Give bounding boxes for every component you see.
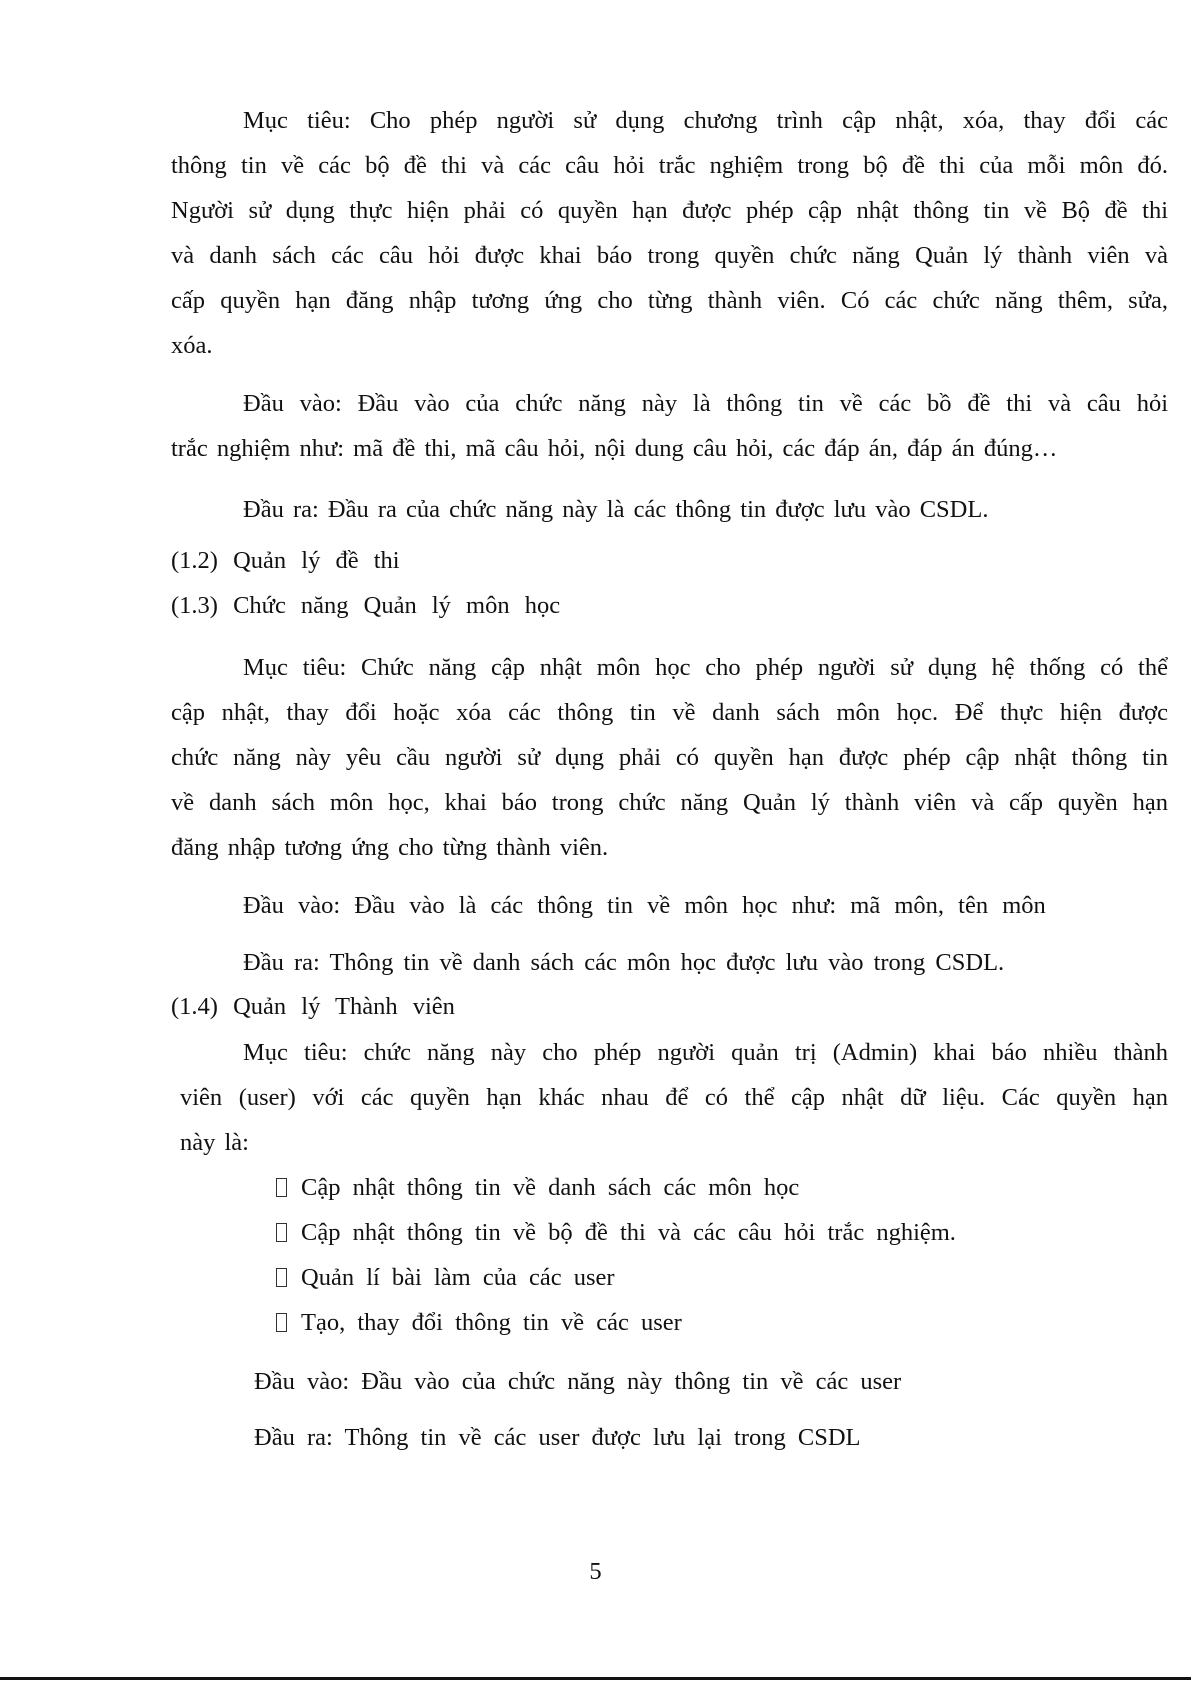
input-paragraph-exam-sets — [171, 381, 1168, 471]
input-line-members: Đầu vào: Đầu vào của chức năng này thông tin về các user — [254, 1368, 902, 1395]
paragraph-line: Đầu vào: Đầu vào của chức năng này là thông tin về các bồ đề thi và câu hỏi — [243, 390, 1168, 417]
list-item-text: Cập nhật thông tin về bộ đề thi và các câu hỏi trắc nghiệm. — [301, 1219, 956, 1246]
output-line-members: Đầu ra: Thông tin về các user được lưu lại trong CSDL — [254, 1424, 861, 1451]
section-heading-1-3: (1.3) Chức năng Quản lý môn học — [171, 592, 561, 619]
list-item-text: Quản lí bài làm của các user — [301, 1264, 615, 1291]
output-line-subjects: Đầu ra: Thông tin về danh sách các môn học được lưu vào trong CSDL. — [243, 949, 1005, 976]
objective-paragraph-subjects — [171, 645, 1168, 870]
paragraph-line: đăng nhập tương ứng cho từng thành viên. — [171, 834, 609, 861]
section-heading-1-4: (1.4) Quản lý Thành viên — [171, 993, 455, 1020]
list-item-text: Cập nhật thông tin về danh sách các môn học — [301, 1174, 800, 1201]
paragraph-line: Mục tiêu: Cho phép người sử dụng chương trình cập nhật, xóa, thay đổi các — [243, 107, 1168, 134]
paragraph-line: chức năng này yêu cầu người sử dụng phải có quyền hạn được phép cập nhật thông tin — [171, 744, 1168, 771]
paragraph-line: thông tin về các bộ đề thi và các câu hỏi trắc nghiệm trong bộ đề thi của mỗi môn đó. — [171, 152, 1168, 179]
paragraph-line: xóa. — [171, 332, 213, 359]
missing-glyph-bullet-icon — [276, 1223, 287, 1242]
missing-glyph-bullet-icon — [276, 1313, 287, 1332]
missing-glyph-bullet-icon — [276, 1268, 287, 1287]
list-item — [276, 1300, 956, 1345]
section-heading-1-2: (1.2) Quản lý đề thi — [171, 547, 400, 574]
paragraph-line: cập nhật, thay đổi hoặc xóa các thông tin về danh sách môn học. Để thực hiện được — [171, 699, 1168, 726]
paragraph-line: và danh sách các câu hỏi được khai báo trong quyền chức năng Quản lý thành viên và — [171, 242, 1168, 269]
list-item — [276, 1165, 956, 1210]
objective-paragraph-exam-sets — [171, 98, 1168, 368]
objective-paragraph-members — [180, 1030, 1168, 1165]
paragraph-line: về danh sách môn học, khai báo trong chức năng Quản lý thành viên và cấp quyền hạn — [171, 789, 1168, 816]
permission-list — [276, 1165, 956, 1345]
paragraph-line: cấp quyền hạn đăng nhập tương ứng cho từng thành viên. Có các chức năng thêm, sửa, — [171, 287, 1168, 314]
input-line-subjects: Đầu vào: Đầu vào là các thông tin về môn học như: mã môn, tên môn — [243, 892, 1046, 919]
paragraph-line: Mục tiêu: Chức năng cập nhật môn học cho phép người sử dụng hệ thống có thể — [243, 654, 1168, 681]
missing-glyph-bullet-icon — [276, 1178, 287, 1197]
list-item — [276, 1210, 956, 1255]
output-line-exam-sets: Đầu ra: Đầu ra của chức năng này là các thông tin được lưu vào CSDL. — [243, 496, 989, 523]
paragraph-line: này là: — [180, 1129, 249, 1156]
list-item — [276, 1255, 956, 1300]
paragraph-line: viên (user) với các quyền hạn khác nhau để có thể cập nhật dữ liệu. Các quyền hạn — [180, 1084, 1168, 1111]
footer-divider — [0, 1677, 1191, 1680]
paragraph-line: Người sử dụng thực hiện phải có quyền hạn được phép cập nhật thông tin về Bộ đề thi — [171, 197, 1168, 224]
paragraph-line: trắc nghiệm như: mã đề thi, mã câu hỏi, nội dung câu hỏi, các đáp án, đáp án đúng… — [171, 435, 1058, 462]
paragraph-line: Mục tiêu: chức năng này cho phép người quản trị (Admin) khai báo nhiều thành — [243, 1039, 1168, 1066]
page-number: 5 — [589, 1558, 602, 1585]
list-item-text: Tạo, thay đổi thông tin về các user — [301, 1309, 682, 1336]
